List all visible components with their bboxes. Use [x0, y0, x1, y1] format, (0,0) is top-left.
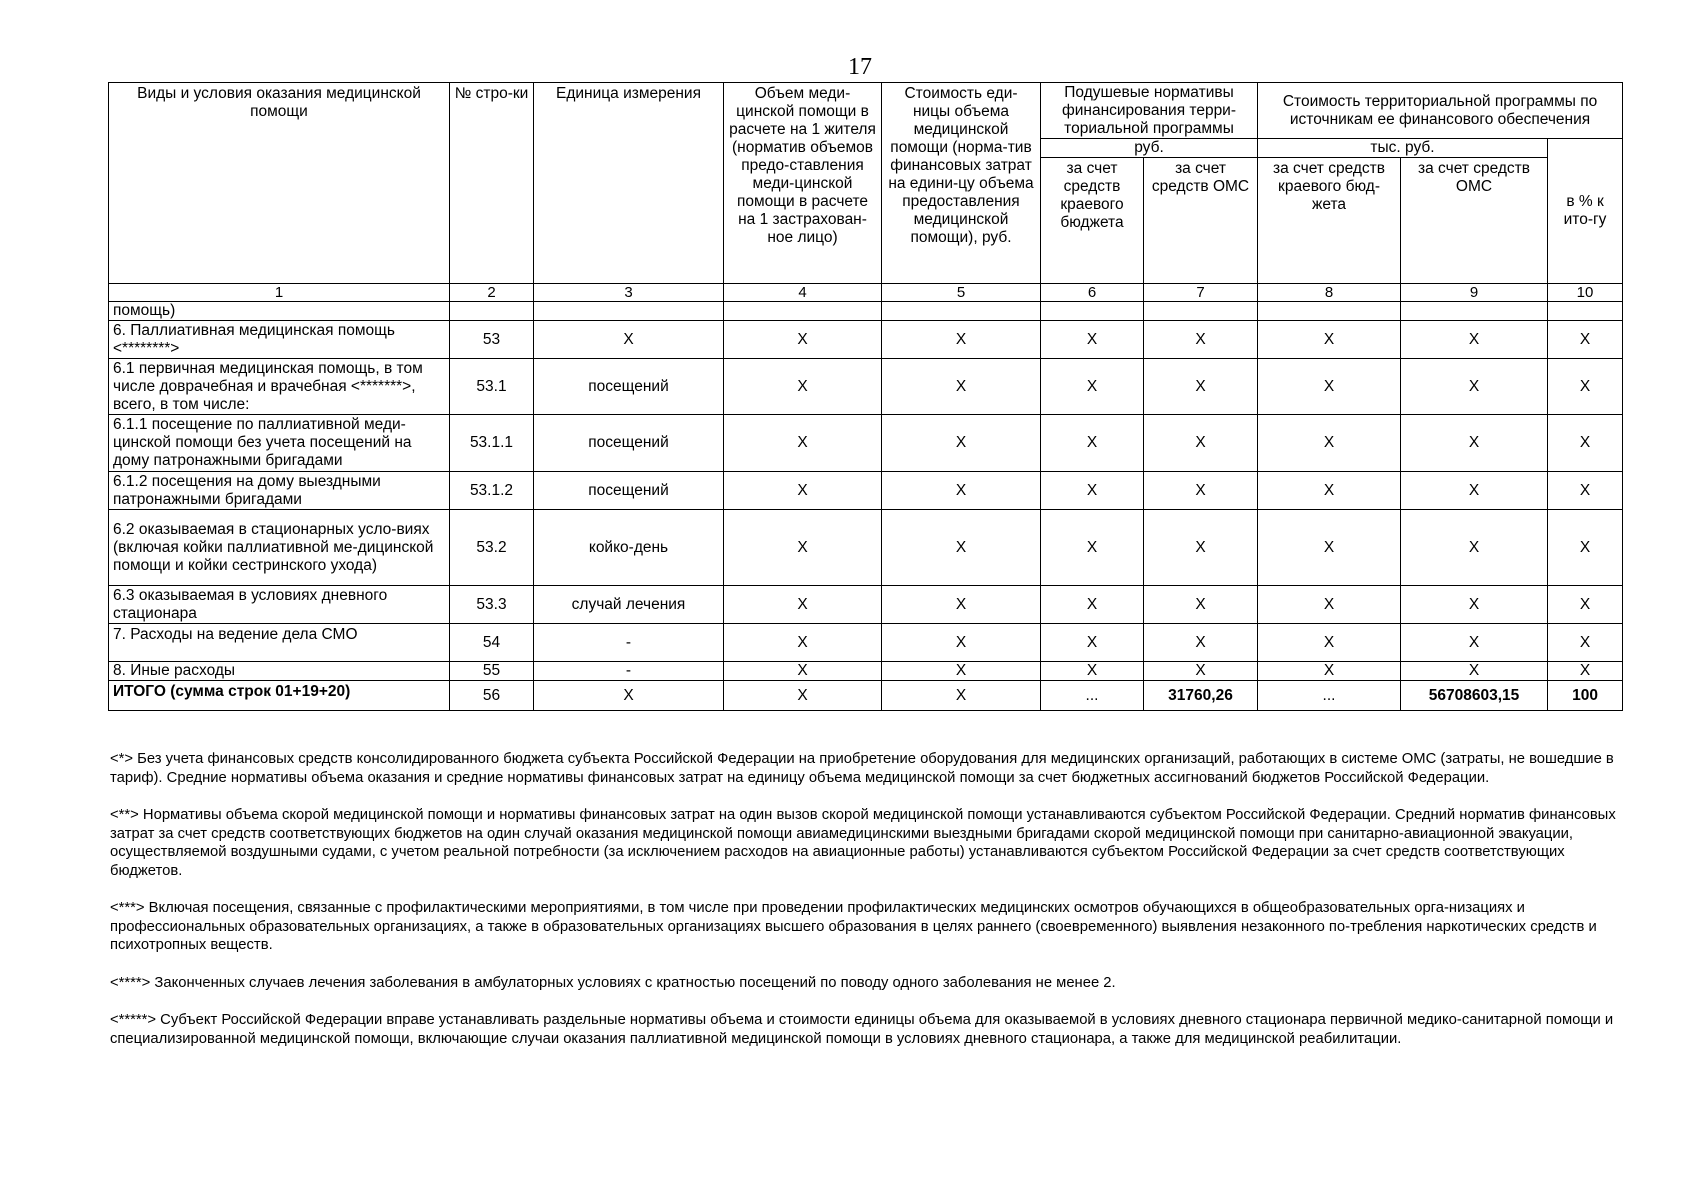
- cell-volume: X: [724, 321, 882, 359]
- cell-regional-rub: X: [1041, 662, 1144, 681]
- row-unit: посещений: [534, 359, 724, 415]
- cell-unit-cost: X: [882, 681, 1041, 711]
- row-number: 53: [450, 321, 534, 359]
- row-number: [450, 302, 534, 321]
- table-row: [109, 321, 1623, 359]
- header-unit-cost: Стоимость еди-ницы объема медицинской помощи (норма-тив финансовых затрат на едини-цу объема предоставления медицинской помощи), руб.: [882, 83, 1041, 284]
- cell-oms-thousand: X: [1401, 359, 1548, 415]
- cell-unit-cost: X: [882, 624, 1041, 662]
- cell-percent: 100: [1548, 681, 1623, 711]
- cell-percent: X: [1548, 624, 1623, 662]
- cell-percent: X: [1548, 510, 1623, 586]
- cell-regional-rub: X: [1041, 472, 1144, 510]
- column-number: 6: [1041, 284, 1144, 302]
- table-row: [109, 586, 1623, 624]
- column-number: 9: [1401, 284, 1548, 302]
- cell-unit-cost: X: [882, 359, 1041, 415]
- row-number: 53.1.1: [450, 415, 534, 472]
- cell-unit-cost: [882, 302, 1041, 321]
- cell-regional-rub: X: [1041, 624, 1144, 662]
- cell-volume: X: [724, 662, 882, 681]
- cell-oms-rub: X: [1144, 510, 1258, 586]
- cell-oms-thousand: X: [1401, 586, 1548, 624]
- header-row-number: № стро-ки: [450, 83, 534, 284]
- table-row: [109, 624, 1623, 662]
- column-number: 5: [882, 284, 1041, 302]
- column-number: 3: [534, 284, 724, 302]
- column-number: 2: [450, 284, 534, 302]
- cell-unit-cost: X: [882, 415, 1041, 472]
- table-row: [109, 662, 1623, 681]
- cell-percent: X: [1548, 586, 1623, 624]
- row-name: 7. Расходы на ведение дела СМО: [109, 624, 450, 662]
- row-unit: X: [534, 321, 724, 359]
- cell-regional-thousand: X: [1258, 510, 1401, 586]
- header-volume-text: Объем меди-цинской помощи в расчете на 1 жителя (норматив объемов предо-ставления меди-цинской помощи в расчете на 1 застрахован-ное лицо): [729, 85, 876, 246]
- header-percent: в % к ито-гу: [1548, 139, 1623, 284]
- cell-regional-thousand: X: [1258, 321, 1401, 359]
- cell-volume: X: [724, 624, 882, 662]
- cell-oms-thousand: X: [1401, 624, 1548, 662]
- cell-regional-thousand: X: [1258, 415, 1401, 472]
- row-number: 55: [450, 662, 534, 681]
- header-row-1: [109, 83, 1623, 139]
- cell-regional-thousand: X: [1258, 662, 1401, 681]
- cell-percent: X: [1548, 359, 1623, 415]
- column-number: 10: [1548, 284, 1623, 302]
- header-kinds-of-care: Виды и условия оказания медицинской помощи: [109, 83, 450, 284]
- cell-volume: [724, 302, 882, 321]
- row-name: 8. Иные расходы: [109, 662, 450, 681]
- header-per-capita-group: Подушевые нормативы финансирования терри-ториальной программы: [1041, 83, 1258, 139]
- table-row: [109, 472, 1623, 510]
- cell-volume: X: [724, 415, 882, 472]
- cell-volume: X: [724, 681, 882, 711]
- cell-oms-thousand: X: [1401, 321, 1548, 359]
- footnotes: [110, 750, 1620, 1067]
- header-cost-group: Стоимость территориальной программы по источникам ее финансового обеспечения: [1258, 83, 1623, 139]
- cell-oms-rub: X: [1144, 662, 1258, 681]
- column-number: 4: [724, 284, 882, 302]
- cell-unit-cost: X: [882, 510, 1041, 586]
- header-unit: Единица измерения: [534, 83, 724, 284]
- cell-oms-thousand: [1401, 302, 1548, 321]
- row-name: 6.1.2 посещения на дому выездными патронажными бригадами: [109, 472, 450, 510]
- row-unit: -: [534, 662, 724, 681]
- row-name: 6.3 оказываемая в условиях дневного стационара: [109, 586, 450, 624]
- header-unit-thousand-rub: тыс. руб.: [1258, 139, 1548, 158]
- cell-oms-thousand: X: [1401, 510, 1548, 586]
- cell-unit-cost: X: [882, 321, 1041, 359]
- header-regional-budget-thousand: за счет средств краевого бюд-жета: [1258, 158, 1401, 284]
- footnote: <*> Без учета финансовых средств консолидированного бюджета субъекта Российской Федерации на приобретение оборудования для медицинских организаций, работающих в системе ОМС (затраты, не вошедшие в тариф). Средние нормативы объема оказания и средние нормативы финансовых затрат на единицу объема медицинской помощи за счет бюджетных ассигнований бюджетов Российской Федерации.: [110, 751, 1614, 786]
- cell-percent: X: [1548, 662, 1623, 681]
- cell-oms-thousand: X: [1401, 415, 1548, 472]
- cell-volume: X: [724, 586, 882, 624]
- column-number: 7: [1144, 284, 1258, 302]
- financing-table: [108, 82, 1623, 711]
- cell-regional-rub: ...: [1041, 681, 1144, 711]
- cell-regional-rub: X: [1041, 321, 1144, 359]
- row-number: 53.3: [450, 586, 534, 624]
- cell-oms-thousand: 56708603,15: [1401, 681, 1548, 711]
- row-unit: [534, 302, 724, 321]
- cell-oms-rub: X: [1144, 415, 1258, 472]
- table-row: [109, 510, 1623, 586]
- cell-unit-cost: X: [882, 586, 1041, 624]
- cell-oms-rub: X: [1144, 321, 1258, 359]
- row-unit: случай лечения: [534, 586, 724, 624]
- row-number: 56: [450, 681, 534, 711]
- row-unit: X: [534, 681, 724, 711]
- row-number: 53.2: [450, 510, 534, 586]
- table-row: [109, 302, 1623, 321]
- row-name: помощь): [109, 302, 450, 321]
- row-name: 6. Паллиативная медицинская помощь <********>: [109, 321, 450, 359]
- row-name: 6.1.1 посещение по паллиативной меди-цинской помощи без учета посещений на дому патронажными бригадами: [109, 415, 450, 472]
- cell-regional-thousand: X: [1258, 359, 1401, 415]
- header-volume: [724, 83, 882, 284]
- cell-regional-rub: X: [1041, 415, 1144, 472]
- cell-volume: X: [724, 472, 882, 510]
- footnote: <***> Включая посещения, связанные с профилактическими мероприятиями, в том числе при проведении профилактических медицинских осмотров обучающихся в общеобразовательных орга-низациях и профессиональных образовательных организациях, а также в образовательных организациях высшего образования в целях раннего (своевременного) выявления незаконного по-требления наркотических средств и психотропных веществ.: [110, 900, 1597, 953]
- row-unit: -: [534, 624, 724, 662]
- column-number-row: [109, 284, 1623, 302]
- cell-percent: X: [1548, 415, 1623, 472]
- row-number: 53.1: [450, 359, 534, 415]
- header-unit-rub: руб.: [1041, 139, 1258, 158]
- cell-regional-thousand: [1258, 302, 1401, 321]
- cell-regional-rub: X: [1041, 586, 1144, 624]
- table-row: [109, 415, 1623, 472]
- row-name: ИТОГО (сумма строк 01+19+20): [109, 681, 450, 711]
- header-oms-rub: за счет средств ОМС: [1144, 158, 1258, 284]
- cell-regional-rub: X: [1041, 510, 1144, 586]
- cell-oms-thousand: X: [1401, 662, 1548, 681]
- row-unit: посещений: [534, 472, 724, 510]
- cell-regional-rub: X: [1041, 359, 1144, 415]
- cell-oms-rub: X: [1144, 624, 1258, 662]
- cell-oms-rub: X: [1144, 472, 1258, 510]
- footnote: <****> Законченных случаев лечения заболевания в амбулаторных условиях с кратностью посещений по поводу одного заболевания не менее 2.: [110, 974, 1116, 991]
- footnote: <*****> Субъект Российской Федерации вправе устанавливать раздельные нормативы объема и стоимости единицы объема для оказываемой в условиях дневного стационара первичной медико-санитарной помощи и специализированной медицинской помощи, включающие случаи оказания паллиативной медицинской помощи в условиях дневного стационара, а также для медицинской реабилитации.: [110, 1012, 1614, 1047]
- column-number: 8: [1258, 284, 1401, 302]
- cell-percent: [1548, 302, 1623, 321]
- cell-regional-thousand: X: [1258, 586, 1401, 624]
- header-regional-budget-rub: за счет средств краевого бюджета: [1041, 158, 1144, 284]
- cell-regional-thousand: ...: [1258, 681, 1401, 711]
- row-number: 53.1.2: [450, 472, 534, 510]
- cell-unit-cost: X: [882, 662, 1041, 681]
- table-row: [109, 359, 1623, 415]
- cell-volume: X: [724, 510, 882, 586]
- page-number: 17: [848, 54, 872, 80]
- cell-oms-rub: [1144, 302, 1258, 321]
- cell-percent: X: [1548, 472, 1623, 510]
- row-name: 6.2 оказываемая в стационарных усло-виях (включая койки паллиативной ме-дицинской помощи и койки сестринского ухода): [109, 510, 450, 586]
- cell-volume: X: [724, 359, 882, 415]
- cell-regional-thousand: X: [1258, 472, 1401, 510]
- cell-oms-rub: 31760,26: [1144, 681, 1258, 711]
- footnote: <**> Нормативы объема скорой медицинской помощи и нормативы финансовых затрат на один вызов скорой медицинской помощи устанавливаются субъектом Российской Федерации. Средний норматив финансовых затрат за счет средств соответствующих бюджетов на один случай оказания медицинской помощи авиамедицинскими выездными бригадами скорой медицинской помощи при санитарно-авиационной эвакуации, осуществляемой воздушными судами, с учетом реальной потребности (за исключением расходов на авиационные работы) устанавливаются субъектом Российской Федерации за счет средств соответствующих бюджетов.: [110, 807, 1616, 879]
- column-number: 1: [109, 284, 450, 302]
- cell-percent: X: [1548, 321, 1623, 359]
- cell-oms-rub: X: [1144, 586, 1258, 624]
- cell-regional-rub: [1041, 302, 1144, 321]
- total-row: [109, 681, 1623, 711]
- row-unit: койко-день: [534, 510, 724, 586]
- cell-oms-rub: X: [1144, 359, 1258, 415]
- row-number: 54: [450, 624, 534, 662]
- cell-regional-thousand: X: [1258, 624, 1401, 662]
- header-oms-thousand: за счет средств ОМС: [1401, 158, 1548, 284]
- row-name: 6.1 первичная медицинская помощь, в том числе доврачебная и врачебная <*******>, всего, в том числе:: [109, 359, 450, 415]
- cell-unit-cost: X: [882, 472, 1041, 510]
- row-unit: посещений: [534, 415, 724, 472]
- cell-oms-thousand: X: [1401, 472, 1548, 510]
